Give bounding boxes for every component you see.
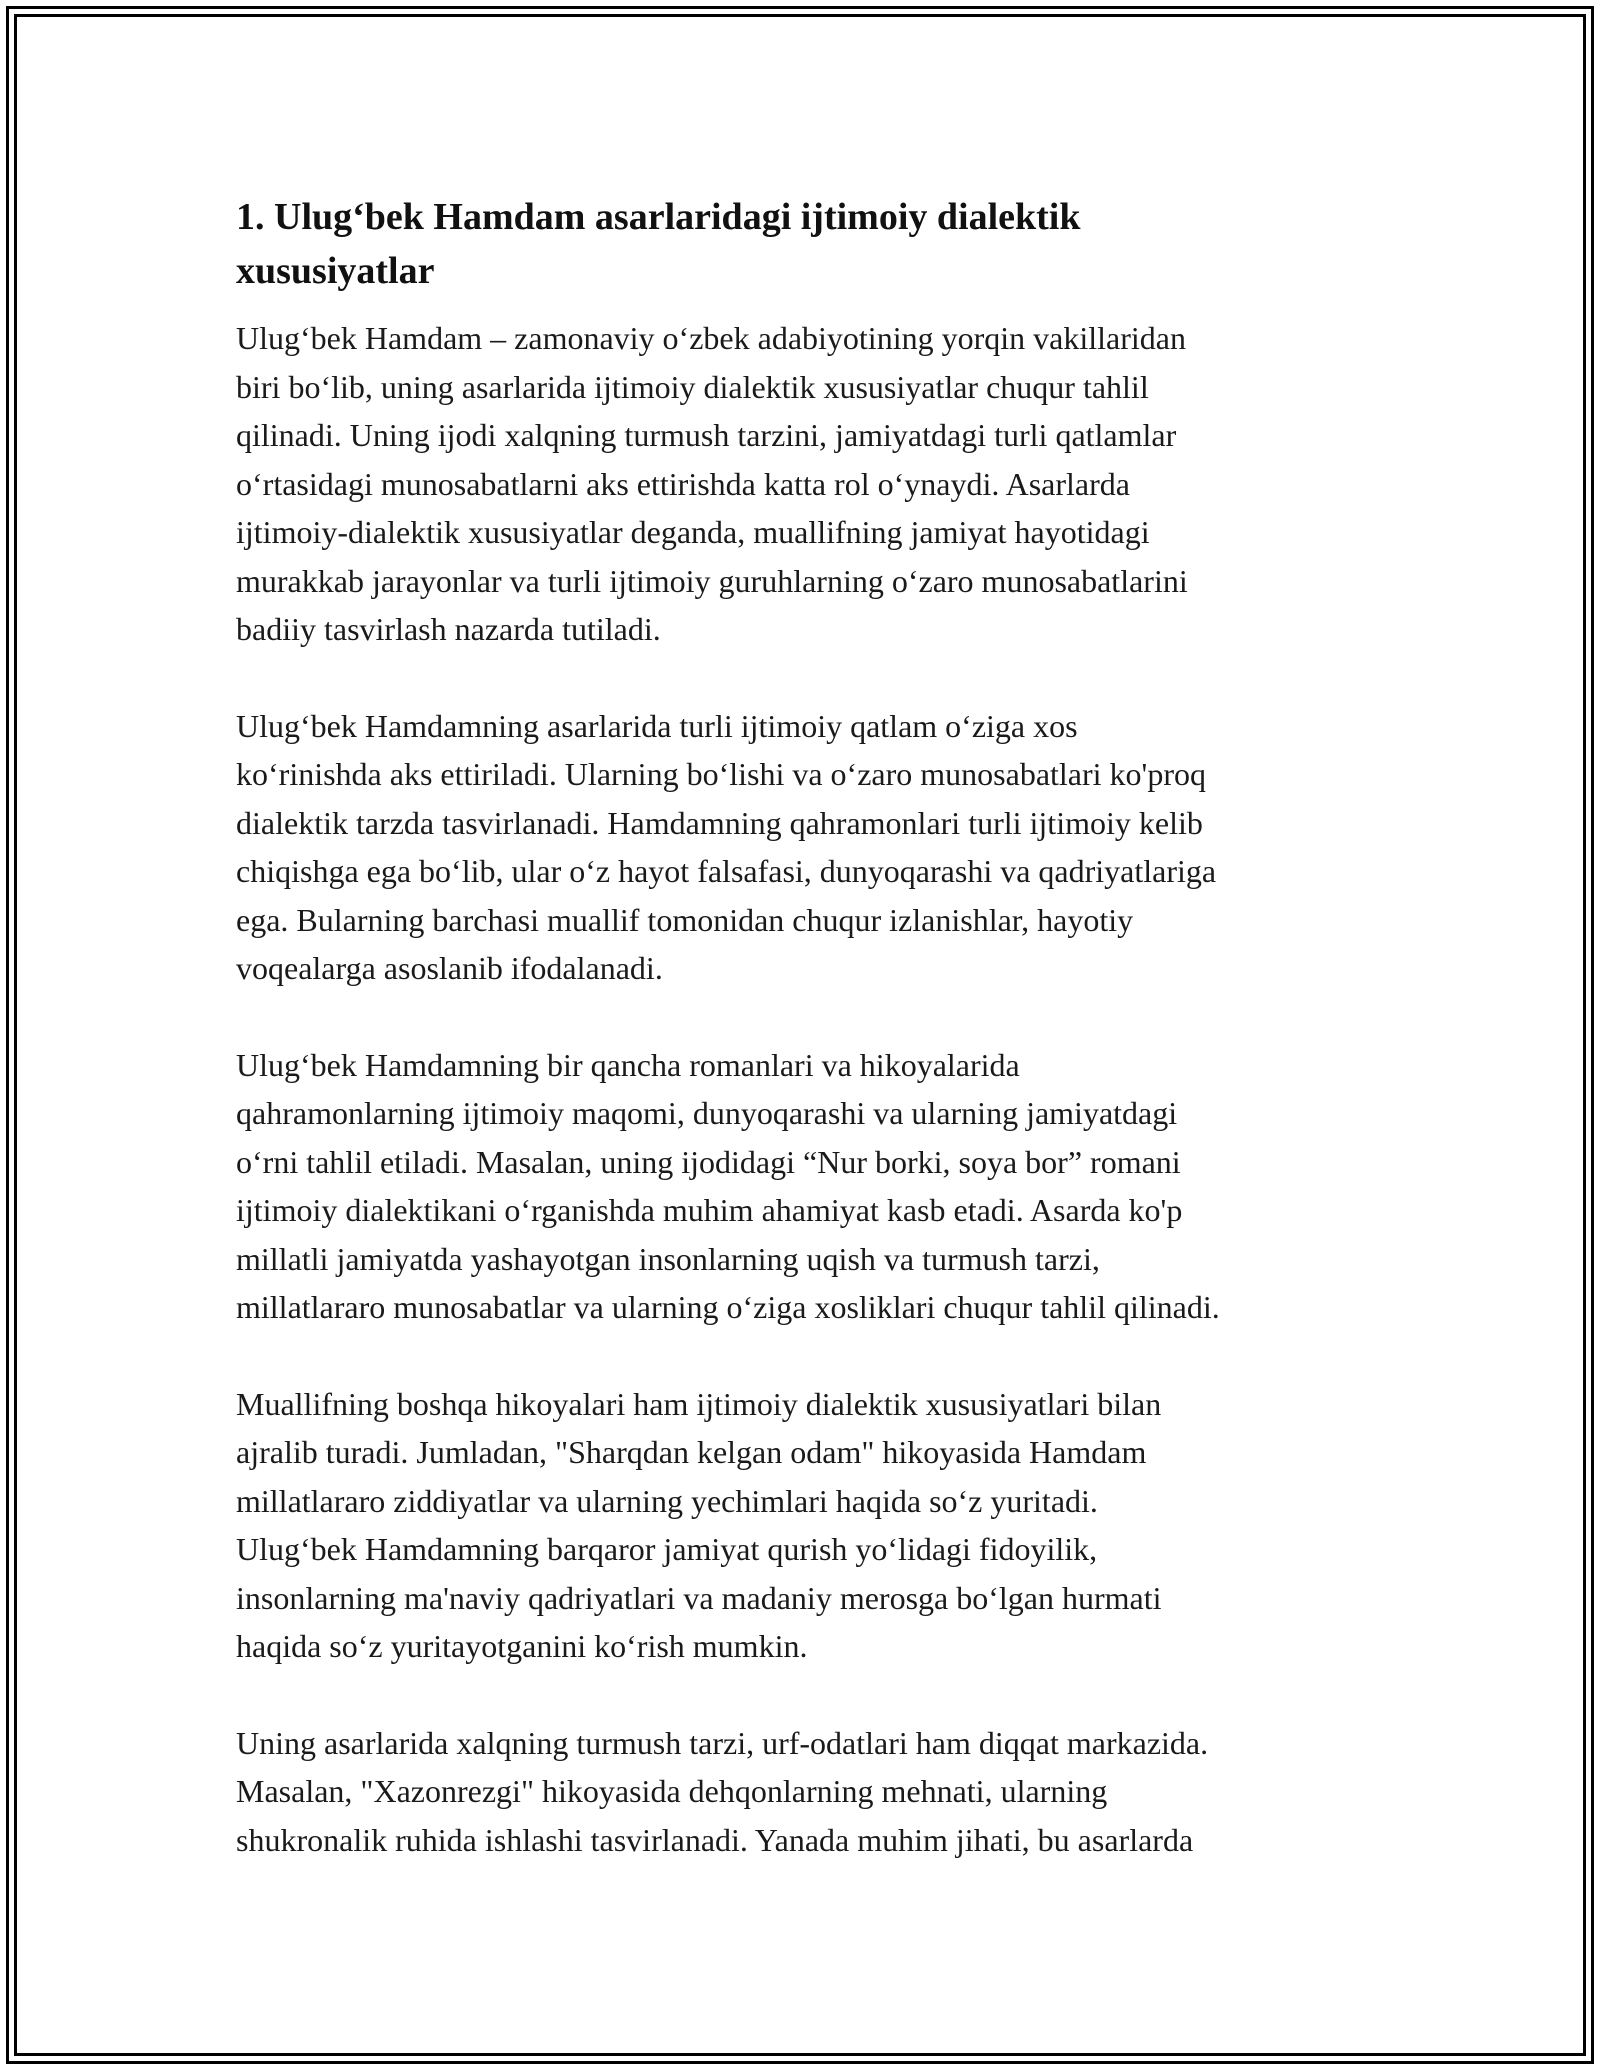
- paragraph-1: Ulug‘bek Hamdam – zamonaviy o‘zbek adabiyotining yorqin vakillaridan biri bo‘lib, uning asarlarida ijtimoiy dialektik xususiyatlar chuqur tahlil qilinadi. Uning ijodi xalqning turmush tarzini, jamiyatdagi turli qatlamlar o‘rtasidagi munosabatlarni aks ettirishda katta rol o‘ynaydi. Asarlarda ijtimoiy-dialektik xususiyatlar deganda, muallifning jamiyat hayotidagi murakkab jarayonlar va turli ijtimoiy guruhlarning o‘zaro munosabatlarini badiiy tasvirlash nazarda tutiladi.: [236, 320, 1188, 647]
- document-body: [236, 190, 1386, 1912]
- section-heading: 1. Ulug‘bek Hamdam asarlaridagi ijtimoiy dialektik xususiyatlar: [236, 196, 1081, 292]
- paragraph-4: Muallifning boshqa hikoyalari ham ijtimoiy dialektik xususiyatlari bilan ajralib turadi. Jumladan, "Sharqdan kelgan odam" hikoyasida Hamdam millatlararo ziddiyatlar va ularning yechimlari haqida so‘z yuritadi. Ulug‘bek Hamdamning barqaror jamiyat qurish yo‘lidagi fidoyilik, insonlarning ma'naviy qadriyatlari va madaniy merosga bo‘lgan hurmati haqida so‘z yuritayotganini ko‘rish mumkin.: [236, 1385, 1162, 1664]
- paragraph-5: Uning asarlarida xalqning turmush tarzi, urf-odatlari ham diqqat markazida. Masalan, "Xazonrezgi" hikoyasida dehqonlarning mehnati, ularning shukronalik ruhida ishlashi tasvirlanadi. Yanada muhim jihati, bu asarlarda: [236, 1724, 1209, 1858]
- paragraph-2: Ulug‘bek Hamdamning asarlarida turli ijtimoiy qatlam o‘ziga xos ko‘rinishda aks ettiriladi. Ularning bo‘lishi va o‘zaro munosabatlari ko'proq dialektik tarzda tasvirlanadi. Hamdamning qahramonlari turli ijtimoiy kelib chiqishga ega bo‘lib, ular o‘z hayot falsafasi, dunyoqarashi va qadriyatlariga ega. Bularning barchasi muallif tomonidan chuqur izlanishlar, hayotiy voqealarga asoslanib ifodalanadi.: [236, 707, 1217, 986]
- paragraph-3: Ulug‘bek Hamdamning bir qancha romanlari va hikoyalarida qahramonlarning ijtimoiy maqomi, dunyoqarashi va ularning jamiyatdagi o‘rni tahlil etiladi. Masalan, uning ijodidagi “Nur borki, soya bor” romani ijtimoiy dialektikani o‘rganishda muhim ahamiyat kasb etadi. Asarda ko'p millatli jamiyatda yashayotgan insonlarning uqish va turmush tarzi, millatlararo munosabatlar va ularning o‘ziga xosliklari chuqur tahlil qilinadi.: [236, 1046, 1220, 1325]
